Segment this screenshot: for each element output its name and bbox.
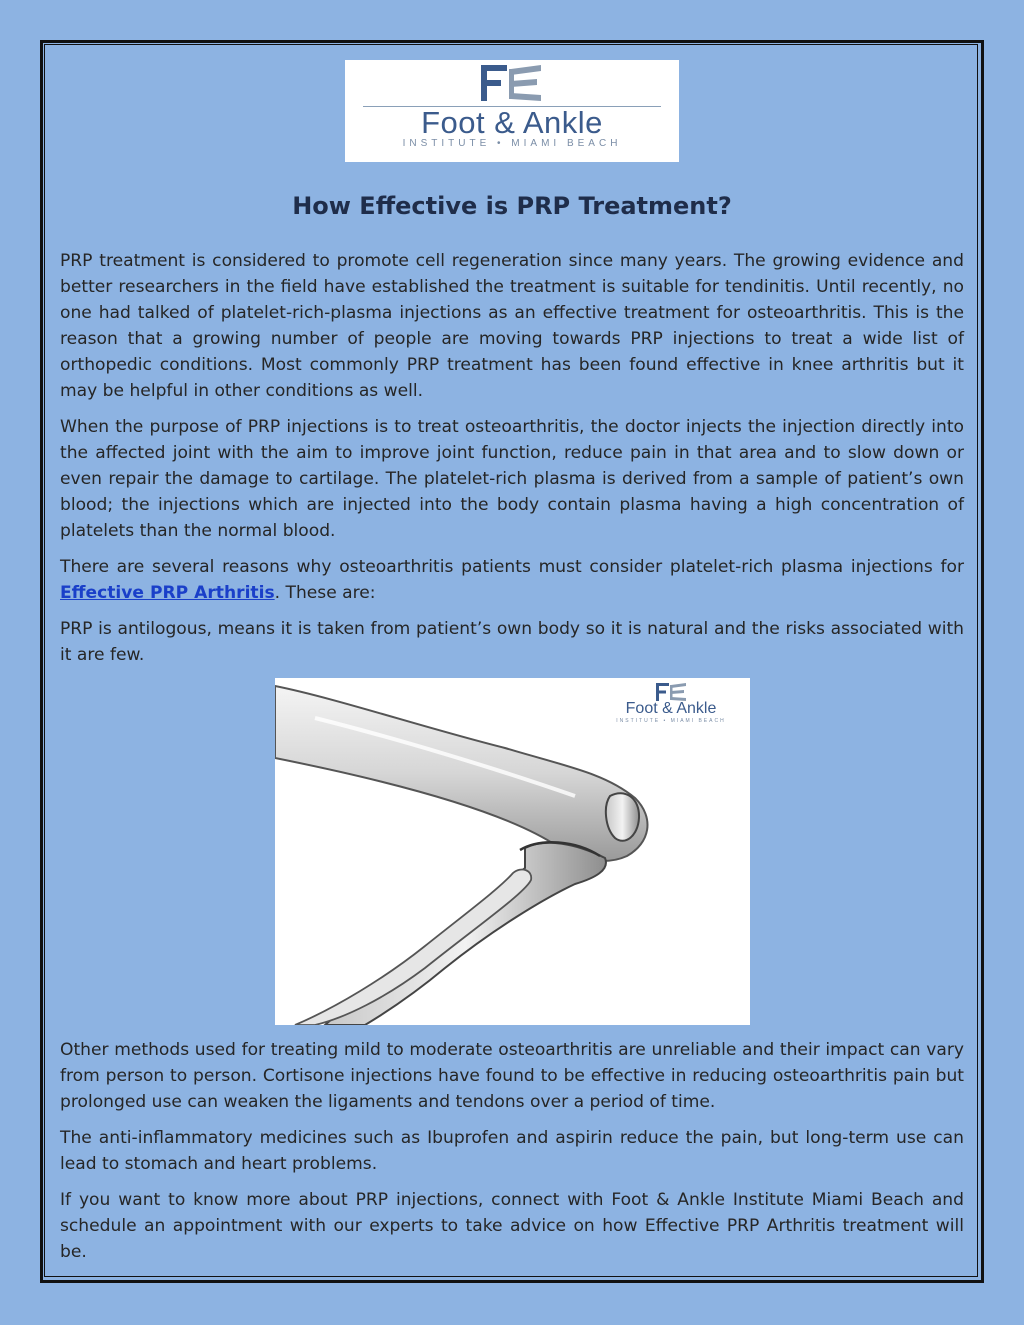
effective-prp-arthritis-link[interactable]: Effective PRP Arthritis	[60, 583, 275, 603]
institute-logo	[345, 60, 679, 162]
paragraph-contact: If you want to know more about PRP injections, connect with Foot & Ankle Institute Miami Beach and schedule an appointment with our experts to take advice on how Effective PRP Arthritis treatment will be.	[60, 1190, 964, 1262]
paragraph-antilogous: PRP is antilogous, means it is taken from patient’s own body so it is natural and the risks associated with it are few.	[60, 619, 964, 665]
image-logo-name: Foot & Ankle	[625, 700, 717, 717]
knee-xray-image	[275, 678, 750, 1025]
reasons-text: There are several reasons why osteoarthritis patients must consider platelet-rich plasma injections for	[60, 557, 964, 577]
logo-subtitle: INSTITUTE • MIAMI BEACH	[402, 138, 622, 149]
page-title: How Effective is PRP Treatment?	[292, 192, 732, 220]
knee-bones-illustration	[275, 678, 750, 1025]
paragraph-reasons	[60, 554, 964, 606]
fa-monogram-small-icon	[655, 682, 689, 702]
reasons-text-end: . These are:	[274, 583, 376, 603]
paragraph-intro: PRP treatment is considered to promote cell regeneration since many years. The growing evidence and better researchers in the field have established the treatment is suitable for tendinitis. Until recently, no one had talked of platelet-rich-plasma injections as an effective treatment for osteoarthritis. This is the reason that a growing number of people are moving towards PRP injections to treat a wide list of orthopedic conditions. Most commonly PRP treatment has been found effective in knee arthritis but it may be helpful in other conditions as well.	[60, 251, 964, 401]
paragraph-anti-inflammatory: The anti-inflammatory medicines such as Ibuprofen and aspirin reduce the pain, but long-term use can lead to stomach and heart problems.	[60, 1128, 964, 1174]
paragraph-procedure: When the purpose of PRP injections is to treat osteoarthritis, the doctor injects the injection directly into the affected joint with the aim to improve joint function, reduce pain in that area and to slow down or even repair the damage to cartilage. The platelet-rich plasma is derived from a sample of patient’s own blood; the injections which are injected into the body contain plasma having a high concentration of platelets than the normal blood.	[60, 417, 964, 541]
image-logo-subtitle: INSTITUTE • MIAMI BEACH	[616, 718, 726, 724]
paragraph-other-methods: Other methods used for treating mild to moderate osteoarthritis are unreliable and their impact can vary from person to person. Cortisone injections have found to be effective in reducing osteoarthritis pain but prolonged use can weaken the ligaments and tendons over a period of time.	[60, 1040, 964, 1112]
fa-monogram-icon	[481, 63, 545, 103]
logo-name: Foot & Ankle	[421, 105, 603, 140]
